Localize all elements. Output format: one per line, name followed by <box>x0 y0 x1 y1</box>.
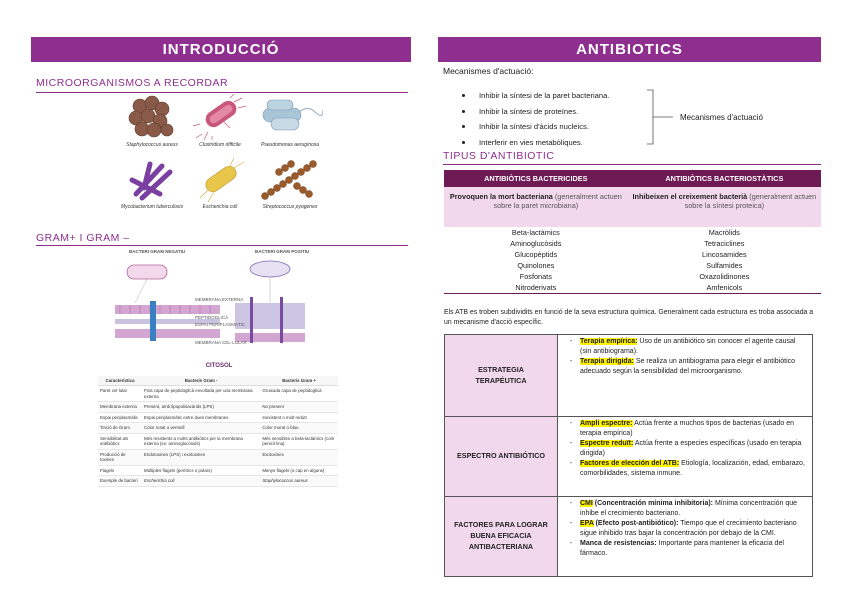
table-row <box>98 423 338 434</box>
bullet-icon <box>462 110 465 113</box>
table-header: Bacteris Gram + <box>260 376 338 386</box>
table-row <box>444 260 821 271</box>
table-cell: Quinolones <box>517 261 555 270</box>
bullet-text: Importante para mantener la eficacia del fármaco. <box>580 539 784 557</box>
strategy-body <box>558 417 813 497</box>
bullet-text: Actúa frente a muchos tipos de bacterias (usado en terapia empírica) <box>580 420 795 437</box>
bold-term: (Concentración mínima inhibitoria): <box>592 500 714 507</box>
table-row <box>98 433 338 449</box>
streptococcus-icon <box>257 158 323 202</box>
table-cell: Color morat o blau <box>260 423 338 434</box>
intro-banner: INTRODUCCIÓ <box>31 37 411 62</box>
table-cell: Espai periplasmàtic entre dues membranes <box>142 412 260 423</box>
table-cell: Més sensibles a beta-lactàmics (com penicil·lina) <box>260 433 338 449</box>
mechanism-text: Inhibir la síntesi de proteïnes. <box>479 106 579 116</box>
table-cell: Present, amb lipopolisacàrids (LPS) <box>142 402 260 413</box>
strategy-body <box>558 497 813 577</box>
table-row <box>445 417 813 497</box>
mechanism-text: Inhibir la síntesi d'àcids nucleics. <box>479 122 589 131</box>
strategy-heading: ESTRATEGIA TERAPÉUTICA <box>445 335 558 417</box>
table-cell: Múltiples flagels (perítrics o polars) <box>142 465 260 476</box>
table-cell: Glucopèptids <box>514 250 558 259</box>
table-row <box>444 271 821 282</box>
highlight-term: CMI <box>580 500 593 507</box>
table-row <box>445 335 813 417</box>
micro-item-streptococcus <box>250 158 330 210</box>
bullet-text: Tiempo que el crecimiento bacteriano sigue inhibido tras bajar la concentración por debajo de la CMI. <box>580 519 797 537</box>
list-item: - Terapia dirigida: Se realiza un antibiograma para elegir el antibiótico adecuado según la sensibilidad del microorganismo. <box>569 357 796 375</box>
mycobacterium-icon <box>122 158 182 202</box>
list-item: - Factores de elección del ATB: Etiología, localización, edad, embarazo, comorbilidades, sistema inmune. <box>569 459 805 477</box>
strategy-heading: FACTORES PARA LOGRAR BUENA EFICACIA ANTIBACTERIANA <box>445 497 558 577</box>
antibiotics-banner: ANTIBIOTICS <box>438 37 821 62</box>
table-cell: Tinció de Gram <box>98 423 142 434</box>
table-header-row <box>444 170 821 187</box>
desc-rest: (generalment actuen sobre la paret microbiana) <box>493 192 622 211</box>
desc-bold: Provoquen la mort bacteriana <box>449 192 553 201</box>
list-item: - Ampli espectre: Actúa frente a muchos tipos de bacterias (usado en terapia empírica) <box>569 420 795 437</box>
label-cell-membrane: MEMBRANA CEL·LULAR <box>195 340 247 345</box>
table-cell: Flagels <box>98 465 142 476</box>
bullet-text: Actúa frente a especies específicas (usado en terapia dirigida) <box>580 439 802 457</box>
table-cell: Oxazolidinones <box>699 272 750 281</box>
desc-rest: (generalment actuen sobre la síntesi proteica) <box>684 192 817 211</box>
types-heading: TIPUS D'ANTIBIOTIC <box>443 150 555 162</box>
mechanisms-list <box>462 88 609 150</box>
mechanisms-side-label: Mecanismes d'actuació <box>680 113 763 122</box>
table-cell: Menys flagels (o cap en alguns) <box>260 465 338 476</box>
table-cell: Producció de toxines <box>98 449 142 465</box>
table-cell: Nitroderivats <box>444 282 628 294</box>
list-item <box>462 119 609 135</box>
mechanism-text: Interferir en vies metabòliques. <box>479 137 583 147</box>
table-cell: Membrana externa <box>98 402 142 413</box>
clostridium-icon <box>190 94 250 140</box>
table-header: Característica <box>98 376 142 386</box>
pos-title: BACTERI GRAM POSITIU <box>255 249 310 254</box>
table-cell: Sensibilitat als antibiòtics <box>98 433 142 449</box>
cytosol-label: CITOSOL <box>205 363 233 369</box>
highlight-term: EPA <box>580 519 594 527</box>
micro-caption: Streptococcus pyogenes <box>262 204 318 210</box>
bold-term: Manca de resistencias: <box>580 539 657 547</box>
table-cell: Exemple de bacteri <box>98 476 142 487</box>
mechanisms-label: Mecanismes d'actuació: <box>443 66 534 76</box>
table-cell: Color rosat o vermell <box>142 423 260 434</box>
bullet-icon <box>462 94 465 97</box>
table-cell: Aminoglucòsids <box>510 239 562 248</box>
micro-caption: Escherichia coli <box>202 204 238 210</box>
list-item: - Terapia empírica: Uso de un antibiótico sin conocer el agente causal (sin antibiograma). <box>569 338 796 355</box>
table-cell: Escherichia coli <box>142 476 260 487</box>
micro-caption: Clostridium difficile <box>199 142 241 148</box>
table-cell: Beta-lactàmics <box>511 228 560 237</box>
table-row <box>98 386 338 402</box>
highlight-term: Terapia dirigida: <box>580 357 634 365</box>
bactericide-description <box>444 187 628 227</box>
gram-heading: GRAM+ I GRAM – <box>36 232 130 244</box>
micro-item-clostridium <box>180 94 260 148</box>
bacteriostatic-description <box>628 187 821 227</box>
list-item: - Manca de resistencias: Importante para mantener la eficacia del fármaco. <box>569 539 784 557</box>
list-item <box>462 135 609 151</box>
table-cell: Gruixuda capa de peptidoglicà <box>260 386 338 402</box>
bold-term: (Efecto post-antibiótico): <box>593 519 679 527</box>
table-cell: Macròlids <box>708 228 740 237</box>
list-item <box>462 88 609 104</box>
antibiotic-types-table <box>444 170 821 294</box>
table-row <box>98 412 338 423</box>
micro-caption: Mycobacterium tuberculosis <box>121 204 183 210</box>
desc-bold: Inhibeixen el creixement bacterià <box>632 192 748 201</box>
table-row <box>444 227 821 238</box>
micro-caption: Staphylococcus aureus <box>126 142 178 148</box>
strategy-body <box>558 335 813 417</box>
table-cell: Lincosamides <box>702 250 747 259</box>
highlight-term: Factores de elección del ATB: <box>580 459 680 467</box>
bullet-text: Uso de un antibiótico sin conocer el agente causal (sin antibiograma). <box>580 338 796 355</box>
bullet-text: Etiología, localización, edad, embarazo, comorbilidades, sistema inmune. <box>580 459 805 477</box>
table-header: ANTIBIÒTICS BACTERICIDES <box>444 170 628 187</box>
table-row <box>98 476 338 487</box>
table-cell: No present <box>260 402 338 413</box>
table-row <box>444 249 821 260</box>
list-item: - CMI (Concentración mínima inhibitoria): Mínima concentración que inhibe el crecimiento bacteriano. <box>569 500 798 517</box>
table-header: Bacteris Gram - <box>142 376 260 386</box>
table-cell: Amfenicols <box>628 282 821 294</box>
micro-item-pseudomonas <box>250 94 330 148</box>
gram-comparison-table <box>98 376 338 487</box>
highlight-term: Terapia empírica: <box>580 338 638 345</box>
gram-wall-diagram <box>95 245 345 370</box>
table-cell: Staphylococcus aureus <box>260 476 338 487</box>
label-periplasm: ESPAI PERIPLASMÀTIC <box>195 322 246 327</box>
table-cell: Sulfamides <box>706 261 743 270</box>
micro-caption: Pseudomonas aeruginosa <box>260 142 320 148</box>
pseudomonas-icon <box>257 94 323 140</box>
table-cell: Espai periplasmàtic <box>98 412 142 423</box>
label-peptidoglycan: PEPTIDOGLICÀ <box>195 315 229 320</box>
highlight-term: Ampli espectre: <box>580 420 633 427</box>
staphylococcus-icon <box>122 94 182 140</box>
list-item: - Espectre reduït: Actúa frente a especies específicas (usado en terapia dirigida) <box>569 439 802 457</box>
bullet-text: Se realiza un antibiograma para elegir el antibiótico adecuado según la sensibilidad del microorganismo. <box>580 357 796 375</box>
highlight-term: Espectre reduït: <box>580 439 634 447</box>
list-item <box>462 104 609 120</box>
table-row <box>445 497 813 577</box>
table-row <box>98 449 338 465</box>
table-header: ANTIBIÒTICS BACTERIOSTÀTICS <box>628 170 821 187</box>
bullet-text: Mínima concentración que inhibe el crecimiento bacteriano. <box>580 500 798 517</box>
table-row <box>444 238 821 249</box>
bullet-icon <box>462 141 465 144</box>
table-row <box>98 465 338 476</box>
table-row <box>444 187 821 227</box>
table-cell: Més resistents a molts antibiòtics per la membrana externa (ex: aminoglucòsids) <box>142 433 260 449</box>
ecoli-icon <box>190 158 250 202</box>
strategy-table <box>444 334 813 577</box>
mechanism-text: Inhibir la síntesi de la paret bacteriana. <box>479 91 610 100</box>
micro-divider <box>36 92 408 93</box>
table-cell: Fina capa de peptidoglicà envoltada per una membrana externa <box>142 386 260 402</box>
brace-icon <box>645 88 675 150</box>
micro-item-ecoli <box>180 158 260 210</box>
list-item: - EPA (Efecto post-antibiótico): Tiempo que el crecimiento bacteriano sigue inhibido tras bajar la concentración por debajo de la CMI. <box>569 519 797 537</box>
types-divider <box>443 164 821 165</box>
table-cell: Endotoxines (LPS) i exotoxines <box>142 449 260 465</box>
table-row <box>444 282 821 294</box>
table-cell: Exotoxines <box>260 449 338 465</box>
bullet-icon <box>462 125 465 128</box>
table-cell: Tetraciclines <box>704 239 745 248</box>
table-row <box>98 402 338 413</box>
cell-wall-illustration <box>95 245 345 370</box>
table-cell: Fosfonats <box>519 272 552 281</box>
table-cell: Paret cel·lular <box>98 386 142 402</box>
table-cell: Inexistent o molt reduït <box>260 412 338 423</box>
neg-title: BACTERI GRAM NEGATIU <box>129 249 186 254</box>
strategy-heading: ESPECTRO ANTIBIÓTICO <box>445 417 558 497</box>
antibiotic-note: Els ATB es troben subdividits en funció de la seva estructura química. Generalment cada estructura es troba associada a un mecanisme d'acció específic. <box>444 309 814 326</box>
micro-heading: MICROORGANISMOS A RECORDAR <box>36 77 229 89</box>
label-outer-membrane: MEMBRANA EXTERNA <box>195 297 244 302</box>
table-header-row <box>98 376 338 386</box>
